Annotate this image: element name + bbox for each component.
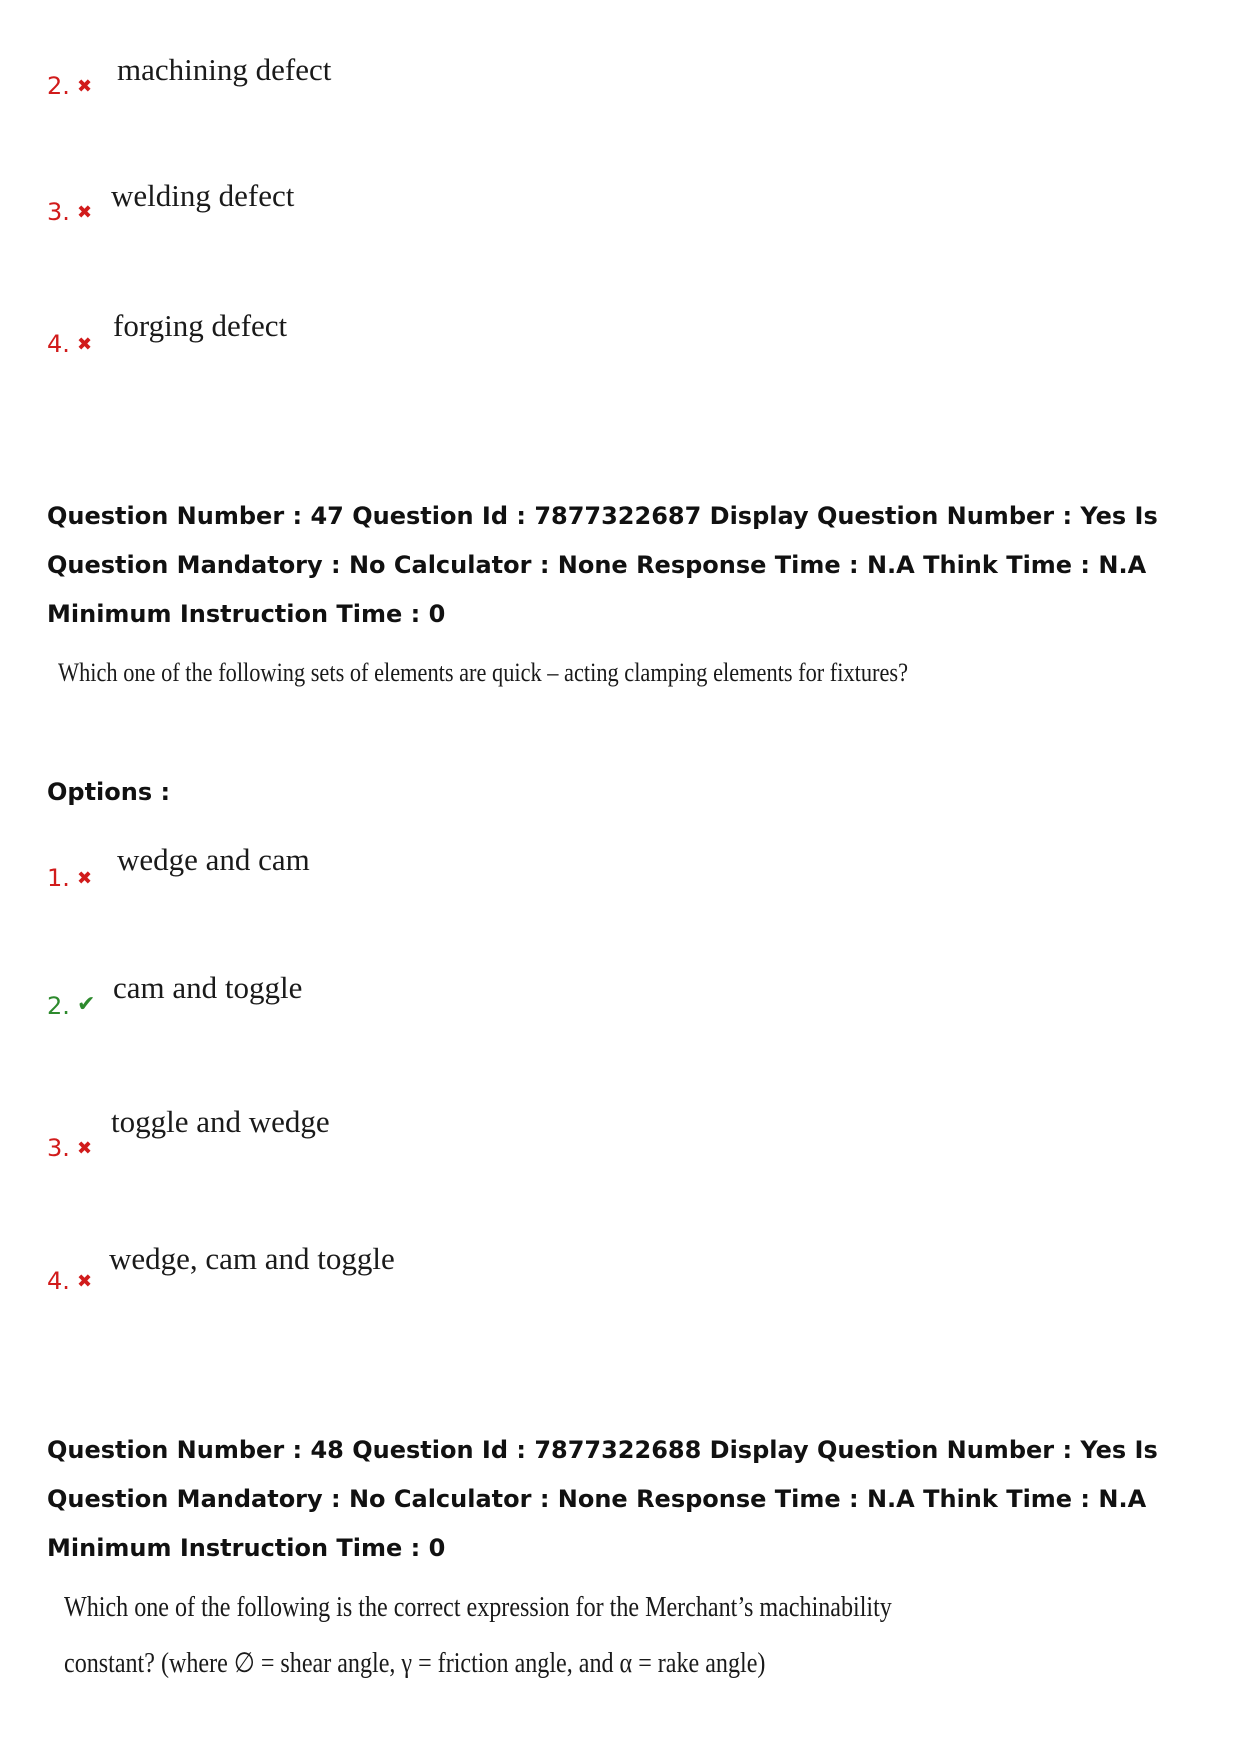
check-icon: ✔: [77, 992, 96, 1017]
question-text-line2: constant? (where ∅ = shear angle, γ = friction angle, and α = rake angle): [64, 1648, 766, 1679]
question-meta: Question Number : 47 Question Id : 7877322687 Display Question Number : Yes Is Question Mandatory : No Calculator : None Response Time : N.A Think Time : N.A Minimum Instruction Time : 0: [47, 502, 1158, 628]
option-text: welding defect: [111, 178, 295, 213]
option-text: wedge and cam: [117, 842, 310, 877]
question-text-line1: Which one of the following is the correct expression for the Merchant’s machinability: [64, 1592, 892, 1623]
cross-icon: ✖: [77, 334, 93, 355]
option-text: forging defect: [113, 308, 288, 343]
option-number: 3.: [47, 1134, 70, 1162]
cross-icon: ✖: [77, 1271, 93, 1292]
option-number: 4.: [47, 1267, 70, 1295]
question-text: Which one of the following sets of elements are quick – acting clamping elements for fixtures?: [58, 658, 909, 687]
option-number: 4.: [47, 330, 70, 358]
option-text: cam and toggle: [113, 970, 303, 1005]
options-label: Options :: [47, 778, 171, 806]
question-meta: Question Number : 48 Question Id : 7877322688 Display Question Number : Yes Is Question Mandatory : No Calculator : None Response Time : N.A Think Time : N.A Minimum Instruction Time : 0: [47, 1436, 1158, 1562]
cross-icon: ✖: [77, 76, 93, 97]
option-number: 2.: [47, 72, 70, 100]
option-number: 3.: [47, 198, 70, 226]
option-number: 1.: [47, 864, 70, 892]
option-text: machining defect: [117, 52, 332, 87]
option-text: toggle and wedge: [111, 1104, 330, 1139]
cross-icon: ✖: [77, 1138, 93, 1159]
option-number: 2.: [47, 992, 70, 1020]
cross-icon: ✖: [77, 868, 93, 889]
cross-icon: ✖: [77, 202, 93, 223]
option-text: wedge, cam and toggle: [109, 1241, 395, 1276]
